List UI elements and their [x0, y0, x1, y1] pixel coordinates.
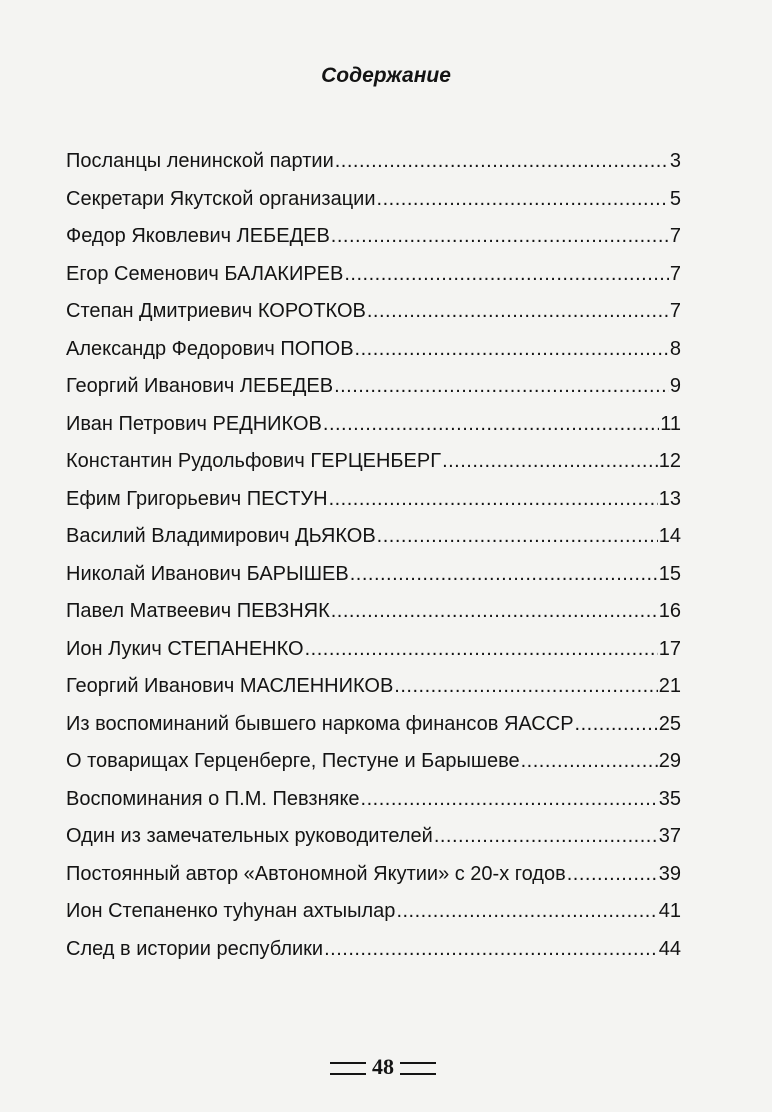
- dot-leader: [329, 486, 658, 512]
- dot-leader: [377, 523, 658, 549]
- dot-leader: [521, 748, 658, 774]
- dot-leader: [394, 673, 657, 699]
- toc-entry-label: Один из замечательных руководителей: [66, 825, 433, 847]
- toc-entry-page-number: 11: [660, 412, 681, 435]
- toc-entry-page-number: 5: [669, 187, 681, 210]
- toc-entry-page-number: 7: [669, 300, 681, 322]
- dot-leader: [434, 823, 658, 849]
- toc-entry-page-number: 9: [669, 375, 681, 397]
- footer-left-rule: [330, 1062, 366, 1075]
- dot-leader: [361, 786, 658, 812]
- toc-entry-label: Ион Степаненко туһунан ахтыылар: [66, 900, 396, 922]
- toc-entry: [66, 261, 681, 299]
- toc-entry-page-number: 3: [669, 150, 681, 172]
- toc-entry-page-number: 41: [658, 900, 681, 922]
- dot-leader: [355, 336, 669, 362]
- page-footer: [0, 1054, 772, 1080]
- toc-entry-label: Федор Яковлевич ЛЕБЕДЕВ: [66, 225, 330, 247]
- toc-entry-page-number: 15: [658, 562, 681, 585]
- toc-entry-label: Постоянный автор «Автономной Якутии» с 20-х годов: [66, 862, 566, 885]
- toc-entry-label: Секретари Якутской организации: [66, 187, 376, 210]
- toc-entry: [66, 711, 681, 749]
- toc-entry-page-number: 29: [658, 750, 681, 772]
- page-title: Содержание: [321, 64, 451, 87]
- dot-leader: [575, 711, 658, 737]
- toc-entry-label: Николай Иванович БАРЫШЕВ: [66, 562, 349, 585]
- toc-entry-page-number: 35: [658, 787, 681, 810]
- toc-entry-page-number: 8: [669, 337, 681, 360]
- toc-entry-label: Павел Матвеевич ПЕВЗНЯК: [66, 600, 330, 622]
- dot-leader: [335, 148, 669, 174]
- footer-page-number: 48: [372, 1054, 394, 1079]
- dot-leader: [331, 598, 658, 624]
- toc-entry: [66, 598, 681, 636]
- toc-entry-label: След в истории республики: [66, 937, 324, 960]
- toc-entry-label: Константин Рудольфович ГЕРЦЕНБЕРГ: [66, 450, 442, 472]
- toc-entry-page-number: 21: [658, 675, 681, 697]
- dot-leader: [377, 186, 669, 212]
- dot-leader: [350, 561, 658, 587]
- toc-entry: [66, 448, 681, 486]
- toc-entry: [66, 748, 681, 786]
- toc-entry-page-number: 7: [669, 225, 681, 247]
- toc-entry-label: Из воспоминаний бывшего наркома финансов ЯАССР: [66, 712, 574, 735]
- dot-leader: [442, 448, 658, 474]
- toc-entry: [66, 298, 681, 336]
- toc-entry-page-number: 25: [658, 712, 681, 735]
- dot-leader: [305, 636, 658, 662]
- dot-leader: [331, 223, 669, 249]
- dot-leader: [324, 936, 658, 962]
- dot-leader: [334, 373, 669, 399]
- toc-entry: [66, 823, 681, 861]
- dot-leader: [367, 298, 669, 324]
- toc-entry: [66, 223, 681, 261]
- footer-right-rule: [400, 1062, 436, 1075]
- toc-entry: [66, 936, 681, 974]
- toc-entry-label: Степан Дмитриевич КОРОТКОВ: [66, 300, 366, 322]
- toc-entry-page-number: 14: [658, 525, 681, 547]
- toc-entry: [66, 148, 681, 186]
- toc-entry-label: Егор Семенович БАЛАКИРЕВ: [66, 262, 344, 285]
- toc-entry: [66, 561, 681, 599]
- toc-entry-page-number: 12: [658, 450, 681, 472]
- toc-entry-label: Ефим Григорьевич ПЕСТУН: [66, 487, 328, 510]
- toc-entry: [66, 186, 681, 224]
- toc-entry: [66, 673, 681, 711]
- toc-entry-label: Воспоминания о П.М. Певзняке: [66, 787, 360, 810]
- toc-entry: [66, 336, 681, 374]
- toc-entry-page-number: 44: [658, 937, 681, 960]
- dot-leader: [567, 861, 658, 887]
- table-of-contents: [66, 148, 681, 973]
- toc-entry-page-number: 37: [658, 825, 681, 847]
- dot-leader: [323, 411, 659, 437]
- toc-entry-label: Георгий Иванович ЛЕБЕДЕВ: [66, 375, 334, 397]
- dot-leader: [396, 898, 657, 924]
- toc-entry-label: Георгий Иванович МАСЛЕННИКОВ: [66, 675, 394, 697]
- toc-entry: [66, 898, 681, 936]
- toc-entry-label: Иван Петрович РЕДНИКОВ: [66, 412, 322, 435]
- toc-entry: [66, 411, 681, 449]
- toc-entry-page-number: 39: [658, 862, 681, 885]
- toc-entry-page-number: 16: [658, 600, 681, 622]
- toc-entry: [66, 523, 681, 561]
- toc-entry-label: Василий Владимирович ДЬЯКОВ: [66, 525, 376, 547]
- dot-leader: [344, 261, 669, 287]
- toc-entry-label: Александр Федорович ПОПОВ: [66, 337, 354, 360]
- toc-entry-label: О товарищах Герценберге, Пестуне и Барышеве: [66, 750, 520, 772]
- toc-entry: [66, 636, 681, 674]
- toc-entry: [66, 486, 681, 524]
- toc-entry: [66, 861, 681, 899]
- toc-entry-page-number: 7: [669, 262, 681, 285]
- toc-entry: [66, 786, 681, 824]
- toc-entry-label: Ион Лукич СТЕПАНЕНКО: [66, 637, 304, 660]
- toc-entry-page-number: 17: [658, 637, 681, 660]
- toc-entry-label: Посланцы ленинской партии: [66, 150, 334, 172]
- toc-entry-page-number: 13: [658, 487, 681, 510]
- toc-entry: [66, 373, 681, 411]
